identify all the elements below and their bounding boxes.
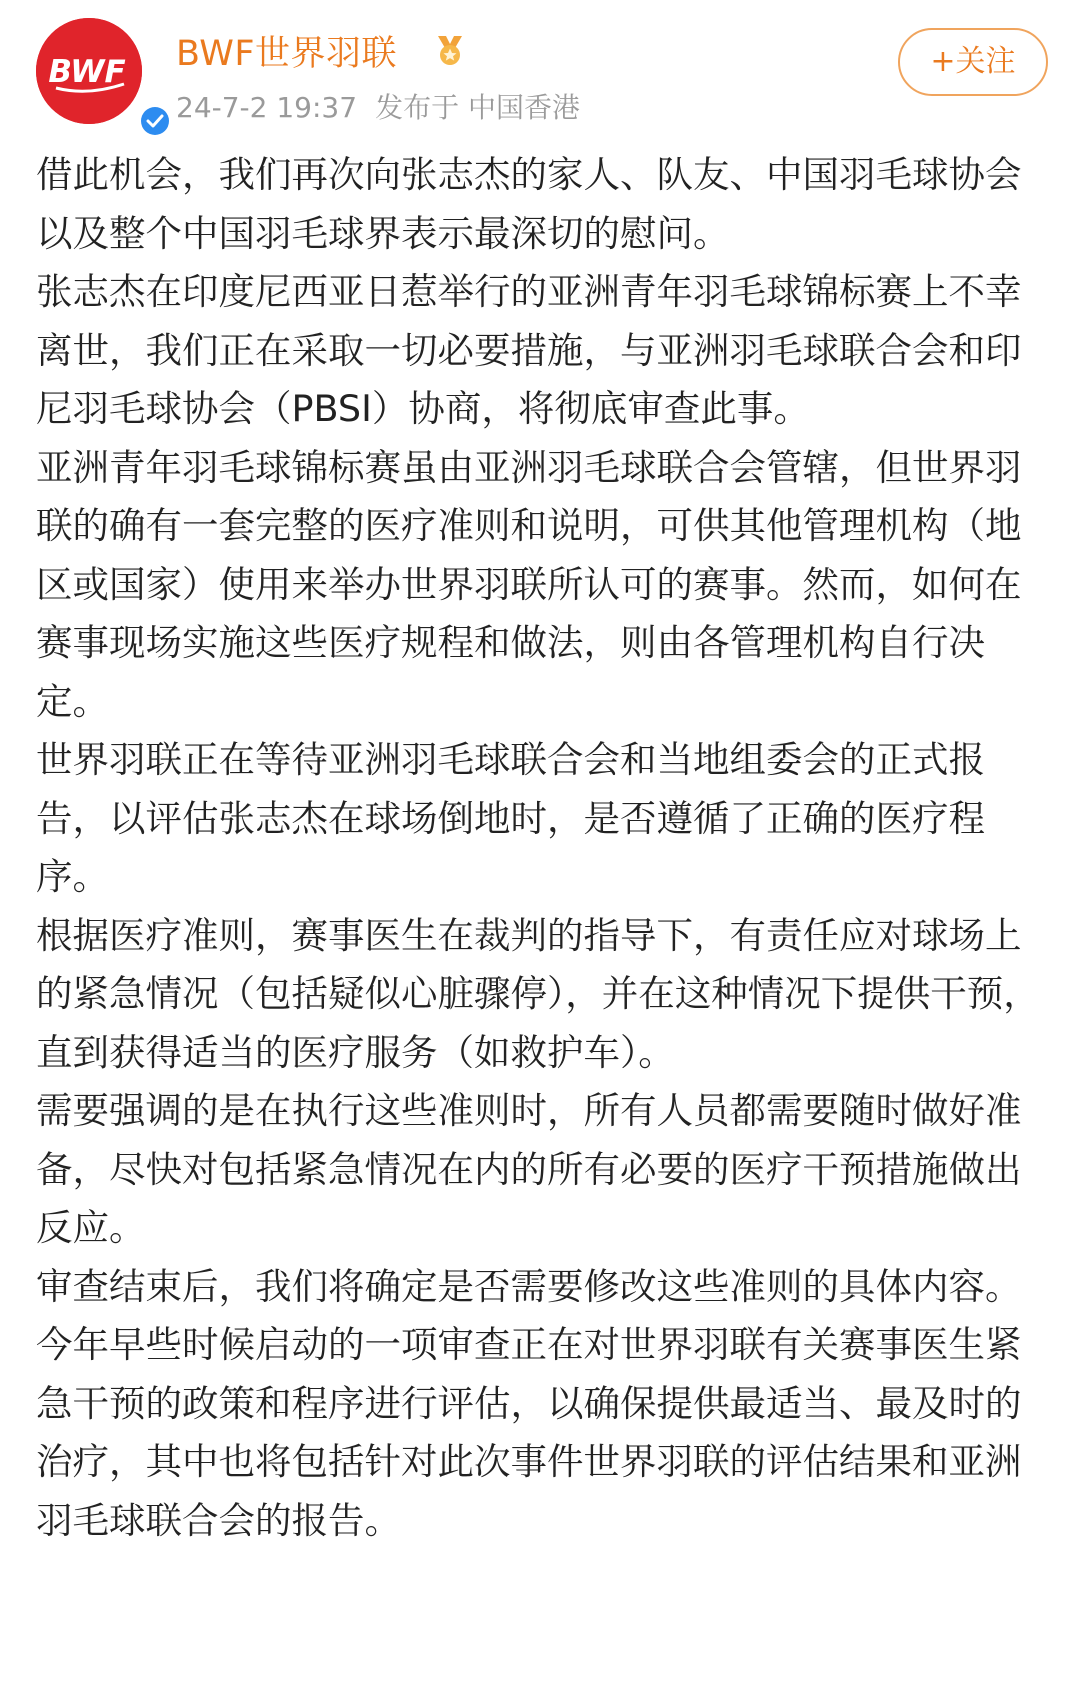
paragraph: 张志杰在印度尼西亚日惹举行的亚洲青年羽毛球锦标赛上不幸离世，我们正在采取一切必要措施，与亚洲羽毛球联合会和印尼羽毛球协会（PBSI）协商，将彻底审查此事。: [36, 270, 1022, 430]
verified-badge-icon: [138, 104, 172, 138]
post-location: 发布于 中国香港: [375, 91, 580, 124]
follow-button[interactable]: +关注: [898, 28, 1048, 96]
user-name[interactable]: BWF世界羽联: [176, 34, 398, 74]
post-meta: [176, 86, 598, 126]
bwf-logo: [36, 18, 142, 124]
paragraph: 今年早些时候启动的一项审查正在对世界羽联有关赛事医生紧急干预的政策和程序进行评估，以确保提供最适当、最及时的治疗，其中也将包括针对此次事件世界羽联的评估结果和亚洲羽毛球联合会的报告。: [36, 1323, 1022, 1542]
post-header: [0, 0, 1080, 140]
post-body: [36, 146, 1046, 1550]
paragraph: 借此机会，我们再次向张志杰的家人、队友、中国羽毛球协会以及整个中国羽毛球界表示最深切的慰问。: [36, 153, 1022, 255]
paragraph: 需要强调的是在执行这些准则时，所有人员都需要随时做好准备，尽快对包括紧急情况在内的所有必要的医疗干预措施做出反应。: [36, 1089, 1022, 1249]
paragraph: 审查结束后，我们将确定是否需要修改这些准则的具体内容。: [36, 1264, 1022, 1308]
paragraph: 根据医疗准则，赛事医生在裁判的指导下，有责任应对球场上的紧急情况（包括疑似心脏骤停），并在这种情况下提供干预，直到获得适当的医疗服务（如救护车）。: [36, 913, 1040, 1074]
bwf-logo-text: BWF: [48, 54, 126, 90]
paragraph: 世界羽联正在等待亚洲羽毛球联合会和当地组委会的正式报告，以评估张志杰在球场倒地时，是否遵循了正确的医疗程序。: [36, 738, 985, 898]
avatar[interactable]: [36, 18, 142, 124]
paragraph: 亚洲青年羽毛球锦标赛虽由亚洲羽毛球联合会管辖，但世界羽联的确有一套完整的医疗准则和说明，可供其他管理机构（地区或国家）使用来举办世界羽联所认可的赛事。然而，如何在赛事现场实施这些医疗规程和做法，则由各管理机构自行决定。: [36, 445, 1022, 723]
post-timestamp: 24-7-2 19:37: [176, 91, 358, 124]
gold-medal-icon[interactable]: [432, 32, 468, 68]
